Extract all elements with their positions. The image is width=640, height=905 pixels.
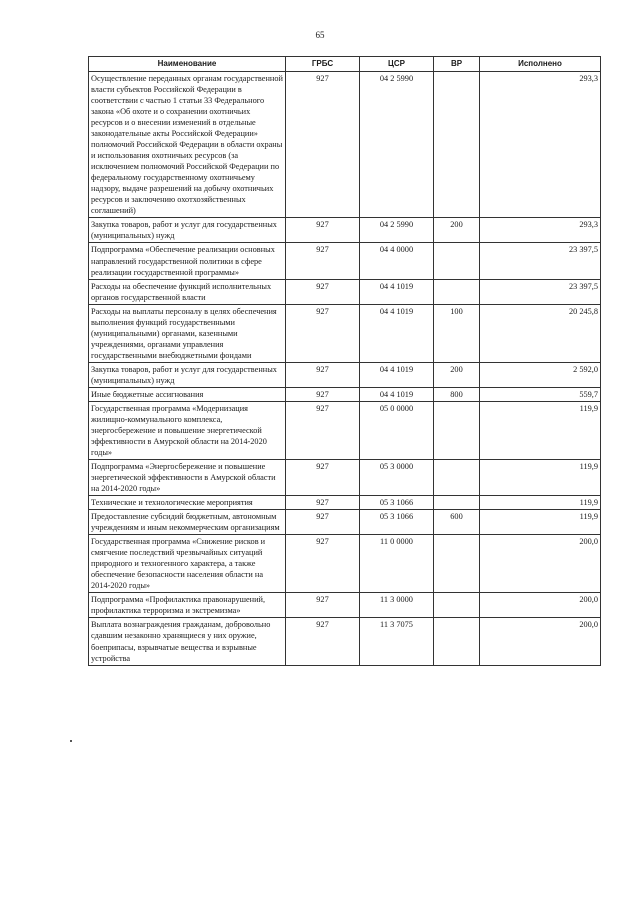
row-vr-cell [434, 243, 480, 279]
header-vr: ВР [434, 57, 480, 72]
row-vr-cell [434, 401, 480, 459]
row-csr-cell: 04 2 5990 [360, 218, 434, 243]
row-name-cell: Осуществление переданных органам государственной власти субъектов Российской Федерации в соответствии с частью 1 статьи 33 Федерального закона «Об охоте и о сохранении охотничьих ресурсов и о внесении изменений в отдельные законодательные акты Российской Федерации» полномочий Российской Федерации в области охраны и использования охотничьих ресурсов (за исключением полномочий Российской Федерации по федеральному государственному охотничьему надзору, выдаче разрешений на добычу охотничьих ресурсов и заключению охотхозяйственных соглашений) [89, 72, 286, 218]
page-number: 65 [315, 30, 325, 40]
row-grbs-cell: 927 [286, 510, 360, 535]
row-grbs-cell: 927 [286, 496, 360, 510]
table-row [89, 460, 601, 496]
table-row [89, 510, 601, 535]
row-name-cell: Предоставление субсидий бюджетным, автономным учреждениям и иным некоммерческим организациям [89, 510, 286, 535]
row-grbs-cell: 927 [286, 460, 360, 496]
row-grbs-cell: 927 [286, 535, 360, 593]
row-amount-cell: 200,0 [480, 593, 601, 618]
row-name-cell: Государственная программа «Снижение рисков и смягчение последствий чрезвычайных ситуаций природного и техногенного характера, а также обеспечение безопасности населения области на 2014-2020 годы» [89, 535, 286, 593]
row-name-cell: Иные бюджетные ассигнования [89, 387, 286, 401]
table-row [89, 304, 601, 362]
scan-speck [70, 740, 72, 742]
row-vr-cell: 200 [434, 362, 480, 387]
row-csr-cell: 05 3 0000 [360, 460, 434, 496]
row-name-cell: Расходы на выплаты персоналу в целях обеспечения выполнения функций государственными (муниципальными) органами, казенными учреждениями, органами управления государственными внебюджетными фондами [89, 304, 286, 362]
row-vr-cell [434, 279, 480, 304]
row-grbs-cell: 927 [286, 243, 360, 279]
row-csr-cell: 04 4 1019 [360, 304, 434, 362]
row-vr-cell: 600 [434, 510, 480, 535]
row-name-cell: Технические и технологические мероприятия [89, 496, 286, 510]
row-name-cell: Закупка товаров, работ и услуг для государственных (муниципальных) нужд [89, 218, 286, 243]
header-amount: Исполнено [480, 57, 601, 72]
row-csr-cell: 11 3 0000 [360, 593, 434, 618]
row-grbs-cell: 927 [286, 387, 360, 401]
row-name-cell: Расходы на обеспечение функций исполнительных органов государственной власти [89, 279, 286, 304]
row-name-cell: Выплата вознаграждения гражданам, добровольно сдавшим незаконно хранящиеся у них оружие, боеприпасы, взрывчатые вещества и взрывные устройства [89, 618, 286, 665]
row-csr-cell: 04 4 1019 [360, 387, 434, 401]
row-grbs-cell: 927 [286, 279, 360, 304]
row-amount-cell: 293,3 [480, 72, 601, 218]
table-row [89, 72, 601, 218]
row-name-cell: Закупка товаров, работ и услуг для государственных (муниципальных) нужд [89, 362, 286, 387]
row-csr-cell: 04 4 1019 [360, 279, 434, 304]
row-grbs-cell: 927 [286, 72, 360, 218]
row-vr-cell [434, 535, 480, 593]
row-amount-cell: 119,9 [480, 496, 601, 510]
row-vr-cell: 800 [434, 387, 480, 401]
row-csr-cell: 04 4 0000 [360, 243, 434, 279]
row-csr-cell: 05 0 0000 [360, 401, 434, 459]
header-name: Наименование [89, 57, 286, 72]
row-grbs-cell: 927 [286, 401, 360, 459]
row-amount-cell: 2 592,0 [480, 362, 601, 387]
row-grbs-cell: 927 [286, 218, 360, 243]
row-amount-cell: 200,0 [480, 535, 601, 593]
table-row [89, 618, 601, 665]
row-amount-cell: 200,0 [480, 618, 601, 665]
budget-execution-table [88, 56, 601, 666]
header-csr: ЦСР [360, 57, 434, 72]
row-csr-cell: 04 4 1019 [360, 362, 434, 387]
table-row [89, 362, 601, 387]
header-grbs: ГРБС [286, 57, 360, 72]
row-csr-cell: 04 2 5990 [360, 72, 434, 218]
row-name-cell: Подпрограмма «Обеспечение реализации основных направлений государственной политики в сфере реализации государственной программы» [89, 243, 286, 279]
row-amount-cell: 559,7 [480, 387, 601, 401]
table-body [89, 72, 601, 666]
row-grbs-cell: 927 [286, 362, 360, 387]
table-row [89, 218, 601, 243]
row-name-cell: Подпрограмма «Энергосбережение и повышение энергетической эффективности в Амурской области на 2014-2020 годы» [89, 460, 286, 496]
row-vr-cell [434, 618, 480, 665]
table-row [89, 535, 601, 593]
row-vr-cell [434, 460, 480, 496]
row-amount-cell: 119,9 [480, 401, 601, 459]
row-amount-cell: 119,9 [480, 510, 601, 535]
row-amount-cell: 23 397,5 [480, 243, 601, 279]
row-vr-cell [434, 593, 480, 618]
row-name-cell: Государственная программа «Модернизация жилищно-коммунального комплекса, энергосбережение и повышение энергетической эффективности в Амурской области на 2014-2020 годы» [89, 401, 286, 459]
row-vr-cell [434, 496, 480, 510]
table-header-row [89, 57, 601, 72]
table-row [89, 593, 601, 618]
table-row [89, 387, 601, 401]
row-amount-cell: 119,9 [480, 460, 601, 496]
row-csr-cell: 05 3 1066 [360, 510, 434, 535]
row-grbs-cell: 927 [286, 304, 360, 362]
row-amount-cell: 20 245,8 [480, 304, 601, 362]
table-row [89, 243, 601, 279]
row-grbs-cell: 927 [286, 593, 360, 618]
table-row [89, 496, 601, 510]
row-csr-cell: 11 3 7075 [360, 618, 434, 665]
row-vr-cell [434, 72, 480, 218]
row-csr-cell: 05 3 1066 [360, 496, 434, 510]
row-amount-cell: 23 397,5 [480, 279, 601, 304]
row-name-cell: Подпрограмма «Профилактика правонарушений, профилактика терроризма и экстремизма» [89, 593, 286, 618]
table-row [89, 279, 601, 304]
table-row [89, 401, 601, 459]
row-vr-cell: 200 [434, 218, 480, 243]
row-vr-cell: 100 [434, 304, 480, 362]
row-amount-cell: 293,3 [480, 218, 601, 243]
row-grbs-cell: 927 [286, 618, 360, 665]
row-csr-cell: 11 0 0000 [360, 535, 434, 593]
